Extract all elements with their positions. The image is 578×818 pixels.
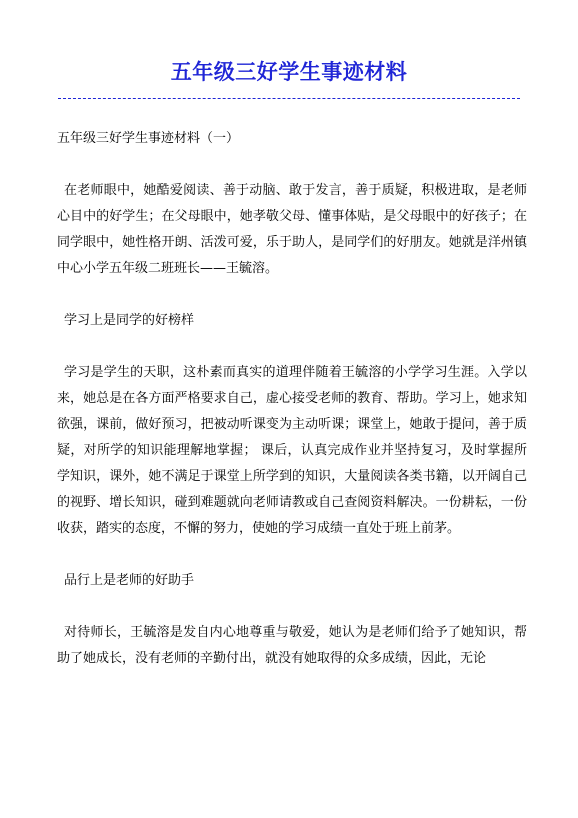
page-title: 五年级三好学生事迹材料: [170, 60, 408, 84]
spacer: [57, 282, 527, 308]
spacer: [57, 334, 527, 360]
title-divider: [58, 98, 520, 99]
spacer: [57, 542, 527, 568]
paragraph-conduct: 对待师长，王毓溶是发自内心地尊重与敬爱，她认为是老师们给予了她知识，帮助了她成长，没有老师的辛勤付出，就没有她取得的众多成绩，因此，无论: [57, 625, 527, 666]
paragraph-intro: 在老师眼中，她酷爱阅读、善于动脑、敢于发言，善于质疑，积极进取，是老师心目中的好学生；在父母眼中，她孝敬父母、懂事体贴，是父母眼中的好孩子；在同学眼中，她性格开朗、活泼可爱，乐于助人，是同学们的好朋友。她就是洋州镇中心小学五年级二班班长——王毓溶。: [57, 183, 527, 276]
heading-study: 学习上是同学的好榜样: [64, 313, 195, 328]
document-body: [57, 126, 527, 672]
spacer: [57, 594, 527, 620]
section-subtitle: 五年级三好学生事迹材料（一）: [57, 131, 240, 146]
paragraph-study: 学习是学生的天职，这朴素而真实的道理伴随着王毓溶的小学学习生涯。入学以来，她总是在各方面严格要求自己，虚心接受老师的教育、帮助。学习上，她求知欲强，课前，做好预习，把被动听课变为主动听课；课堂上，她敢于提问，善于质疑，对所学的知识能理解地掌握； 课后，认真完成作业并坚持复习，及时掌握所学知识，课外，她不满足于课堂上所学到的知识，大量阅读各类书籍，以开阔自己的视野、增长知识，碰到难题就向老师请教或自己查阅资料解决。一份耕耘，一份收获，踏实的态度，不懈的努力，使她的学习成绩一直处于班上前茅。: [57, 365, 527, 536]
heading-conduct: 品行上是老师的好助手: [64, 573, 195, 588]
